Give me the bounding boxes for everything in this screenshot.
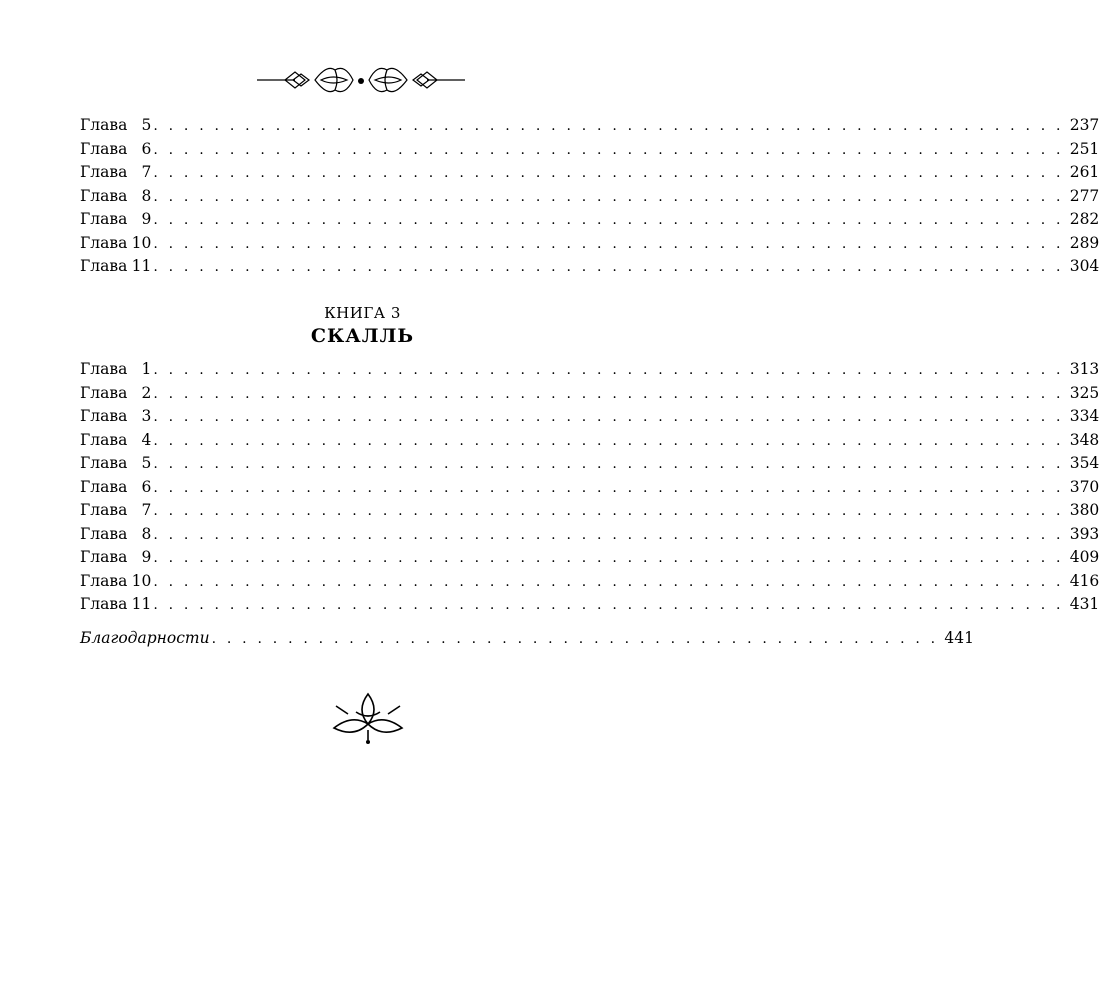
chapter-number: 9	[141, 210, 152, 228]
chapter-number: 7	[141, 501, 152, 519]
dot-leader: . . . . . . . . . . . . . . . . . . . . . . . . . . . . . . . . . . . . . . . . . . . . . . . .	[211, 631, 939, 647]
toc-row[interactable]	[80, 138, 1099, 162]
chapter-label	[80, 499, 151, 523]
dot-leader: . . . . . . . . . . . . . . . . . . . . . . . . . . . . . . . . . . . . . . . . . . . . . . . . . . . . . . . . . . . .	[153, 385, 1064, 402]
chapter-number: 10	[131, 571, 152, 590]
toc-row[interactable]	[80, 546, 1099, 570]
chapter-word: Глава	[80, 571, 128, 590]
chapter-word: Глава	[80, 257, 128, 275]
chapter-number: 6	[141, 139, 152, 158]
toc-row[interactable]	[80, 114, 1099, 138]
chapter-label	[80, 405, 151, 429]
toc-book2-list	[80, 114, 1099, 279]
chapter-word: Глава	[80, 116, 128, 134]
triquetra-icon	[330, 690, 406, 746]
toc-row[interactable]	[80, 232, 1099, 256]
page-number: 380	[1069, 501, 1099, 519]
chapter-number: 5	[141, 116, 152, 134]
chapter-label	[80, 570, 151, 594]
chapter-label	[80, 546, 151, 570]
chapter-label	[80, 593, 151, 617]
chapter-word: Глава	[80, 595, 128, 613]
chapter-label	[80, 114, 151, 138]
dot-leader: . . . . . . . . . . . . . . . . . . . . . . . . . . . . . . . . . . . . . . . . . . . . . . . . . . . . . . . . . . . .	[153, 526, 1064, 543]
chapter-number: 4	[141, 430, 152, 449]
dot-leader: . . . . . . . . . . . . . . . . . . . . . . . . . . . . . . . . . . . . . . . . . . . . . . . . . . . . . . . . . . . .	[153, 118, 1064, 134]
dot-leader: . . . . . . . . . . . . . . . . . . . . . . . . . . . . . . . . . . . . . . . . . . . . . . . . . . . . . . . . . . . .	[153, 165, 1064, 181]
chapter-number: 6	[141, 477, 152, 496]
chapter-number: 7	[141, 163, 152, 181]
page-number: 416	[1069, 571, 1099, 590]
page-number: 304	[1069, 257, 1099, 275]
chapter-word: Глава	[80, 524, 128, 543]
chapter-word: Глава	[80, 477, 128, 496]
chapter-label	[80, 208, 151, 232]
page-number: 325	[1069, 383, 1099, 402]
toc-row[interactable]	[80, 208, 1099, 232]
chapter-label	[80, 185, 151, 209]
dot-leader: . . . . . . . . . . . . . . . . . . . . . . . . . . . . . . . . . . . . . . . . . . . . . . . . . . . . . . . . . . . .	[153, 503, 1064, 519]
toc-row[interactable]	[80, 185, 1099, 209]
toc-book3-list	[80, 358, 1099, 617]
page-number: 237	[1069, 116, 1099, 134]
toc-row[interactable]	[80, 499, 1099, 523]
chapter-word: Глава	[80, 360, 128, 378]
celtic-divider-icon	[255, 60, 467, 100]
chapter-label	[80, 523, 151, 547]
book-label: КНИГА 3	[324, 304, 401, 322]
toc-row[interactable]	[80, 358, 1099, 382]
toc-row[interactable]	[80, 570, 1099, 594]
chapter-label	[80, 138, 151, 162]
chapter-label	[80, 476, 151, 500]
toc-row[interactable]	[80, 452, 1099, 476]
page-number: 370	[1069, 477, 1099, 496]
dot-leader: . . . . . . . . . . . . . . . . . . . . . . . . . . . . . . . . . . . . . . . . . . . . . . . . . . . . . . . . . . . .	[153, 479, 1064, 496]
chapter-number: 10	[131, 233, 152, 252]
chapter-word: Глава	[80, 383, 128, 402]
chapter-number: 11	[131, 257, 152, 275]
chapter-number: 1	[141, 360, 152, 378]
dot-leader: . . . . . . . . . . . . . . . . . . . . . . . . . . . . . . . . . . . . . . . . . . . . . . . . . . . . . . . . . . . .	[153, 362, 1064, 378]
page-number: 441	[944, 629, 974, 647]
dot-leader: . . . . . . . . . . . . . . . . . . . . . . . . . . . . . . . . . . . . . . . . . . . . . . . . . . . . . . . . . . . .	[153, 573, 1064, 590]
dot-leader: . . . . . . . . . . . . . . . . . . . . . . . . . . . . . . . . . . . . . . . . . . . . . . . . . . . . . . . . . . . .	[153, 409, 1064, 425]
page-number: 348	[1069, 430, 1099, 449]
toc-row-acknowledgments[interactable]	[80, 627, 974, 651]
chapter-label	[80, 232, 151, 256]
chapter-label	[80, 429, 151, 453]
toc-row[interactable]	[80, 161, 1099, 185]
dot-leader: . . . . . . . . . . . . . . . . . . . . . . . . . . . . . . . . . . . . . . . . . . . . . . . . . . . . . . . . . . . .	[153, 235, 1064, 252]
page-number: 354	[1069, 454, 1099, 472]
dot-leader: . . . . . . . . . . . . . . . . . . . . . . . . . . . . . . . . . . . . . . . . . . . . . . . . . . . . . . . . . . . .	[153, 432, 1064, 449]
page-number: 313	[1069, 360, 1099, 378]
chapter-word: Глава	[80, 210, 128, 228]
page-number: 393	[1069, 524, 1099, 543]
chapter-number: 11	[131, 595, 152, 613]
chapter-word: Глава	[80, 139, 128, 158]
chapter-word: Глава	[80, 163, 128, 181]
chapter-label	[80, 382, 151, 406]
chapter-word: Глава	[80, 548, 128, 566]
chapter-number: 2	[141, 383, 152, 402]
dot-leader: . . . . . . . . . . . . . . . . . . . . . . . . . . . . . . . . . . . . . . . . . . . . . . . . . . . . . . . . . . . .	[153, 188, 1064, 205]
toc-row[interactable]	[80, 476, 1099, 500]
page-number: 409	[1069, 548, 1099, 566]
chapter-number: 5	[141, 454, 152, 472]
page-number: 251	[1069, 139, 1099, 158]
dot-leader: . . . . . . . . . . . . . . . . . . . . . . . . . . . . . . . . . . . . . . . . . . . . . . . . . . . . . . . . . . . .	[153, 456, 1064, 472]
chapter-label	[80, 452, 151, 476]
toc-row[interactable]	[80, 593, 1099, 617]
page-number: 289	[1069, 233, 1099, 252]
acknowledgments-label: Благодарности	[80, 629, 210, 647]
chapter-label	[80, 358, 151, 382]
chapter-word: Глава	[80, 501, 128, 519]
book-title: СКАЛЛЬ	[310, 325, 415, 347]
chapter-number: 8	[141, 186, 152, 205]
page-number: 277	[1069, 186, 1099, 205]
dot-leader: . . . . . . . . . . . . . . . . . . . . . . . . . . . . . . . . . . . . . . . . . . . . . . . . . . . . . . . . . . . .	[153, 550, 1064, 566]
toc-row[interactable]	[80, 429, 1099, 453]
dot-leader: . . . . . . . . . . . . . . . . . . . . . . . . . . . . . . . . . . . . . . . . . . . . . . . . . . . . . . . . . . . .	[153, 259, 1064, 275]
chapter-word: Глава	[80, 407, 128, 425]
chapter-label	[80, 255, 151, 279]
chapter-word: Глава	[80, 186, 128, 205]
dot-leader: . . . . . . . . . . . . . . . . . . . . . . . . . . . . . . . . . . . . . . . . . . . . . . . . . . . . . . . . . . . .	[153, 212, 1064, 228]
dot-leader: . . . . . . . . . . . . . . . . . . . . . . . . . . . . . . . . . . . . . . . . . . . . . . . . . . . . . . . . . . . .	[153, 597, 1064, 613]
page-number: 261	[1069, 163, 1099, 181]
chapter-number: 8	[141, 524, 152, 543]
toc-row[interactable]	[80, 255, 1099, 279]
page-number: 431	[1069, 595, 1099, 613]
chapter-number: 3	[141, 407, 152, 425]
chapter-label	[80, 161, 151, 185]
chapter-number: 9	[141, 548, 152, 566]
chapter-word: Глава	[80, 430, 128, 449]
toc-row[interactable]	[80, 382, 1099, 406]
page-number: 334	[1069, 407, 1099, 425]
chapter-word: Глава	[80, 233, 128, 252]
toc-row[interactable]	[80, 523, 1099, 547]
dot-leader: . . . . . . . . . . . . . . . . . . . . . . . . . . . . . . . . . . . . . . . . . . . . . . . . . . . . . . . . . . . .	[153, 141, 1064, 158]
page-number: 282	[1069, 210, 1099, 228]
chapter-word: Глава	[80, 454, 128, 472]
toc-row[interactable]	[80, 405, 1099, 429]
